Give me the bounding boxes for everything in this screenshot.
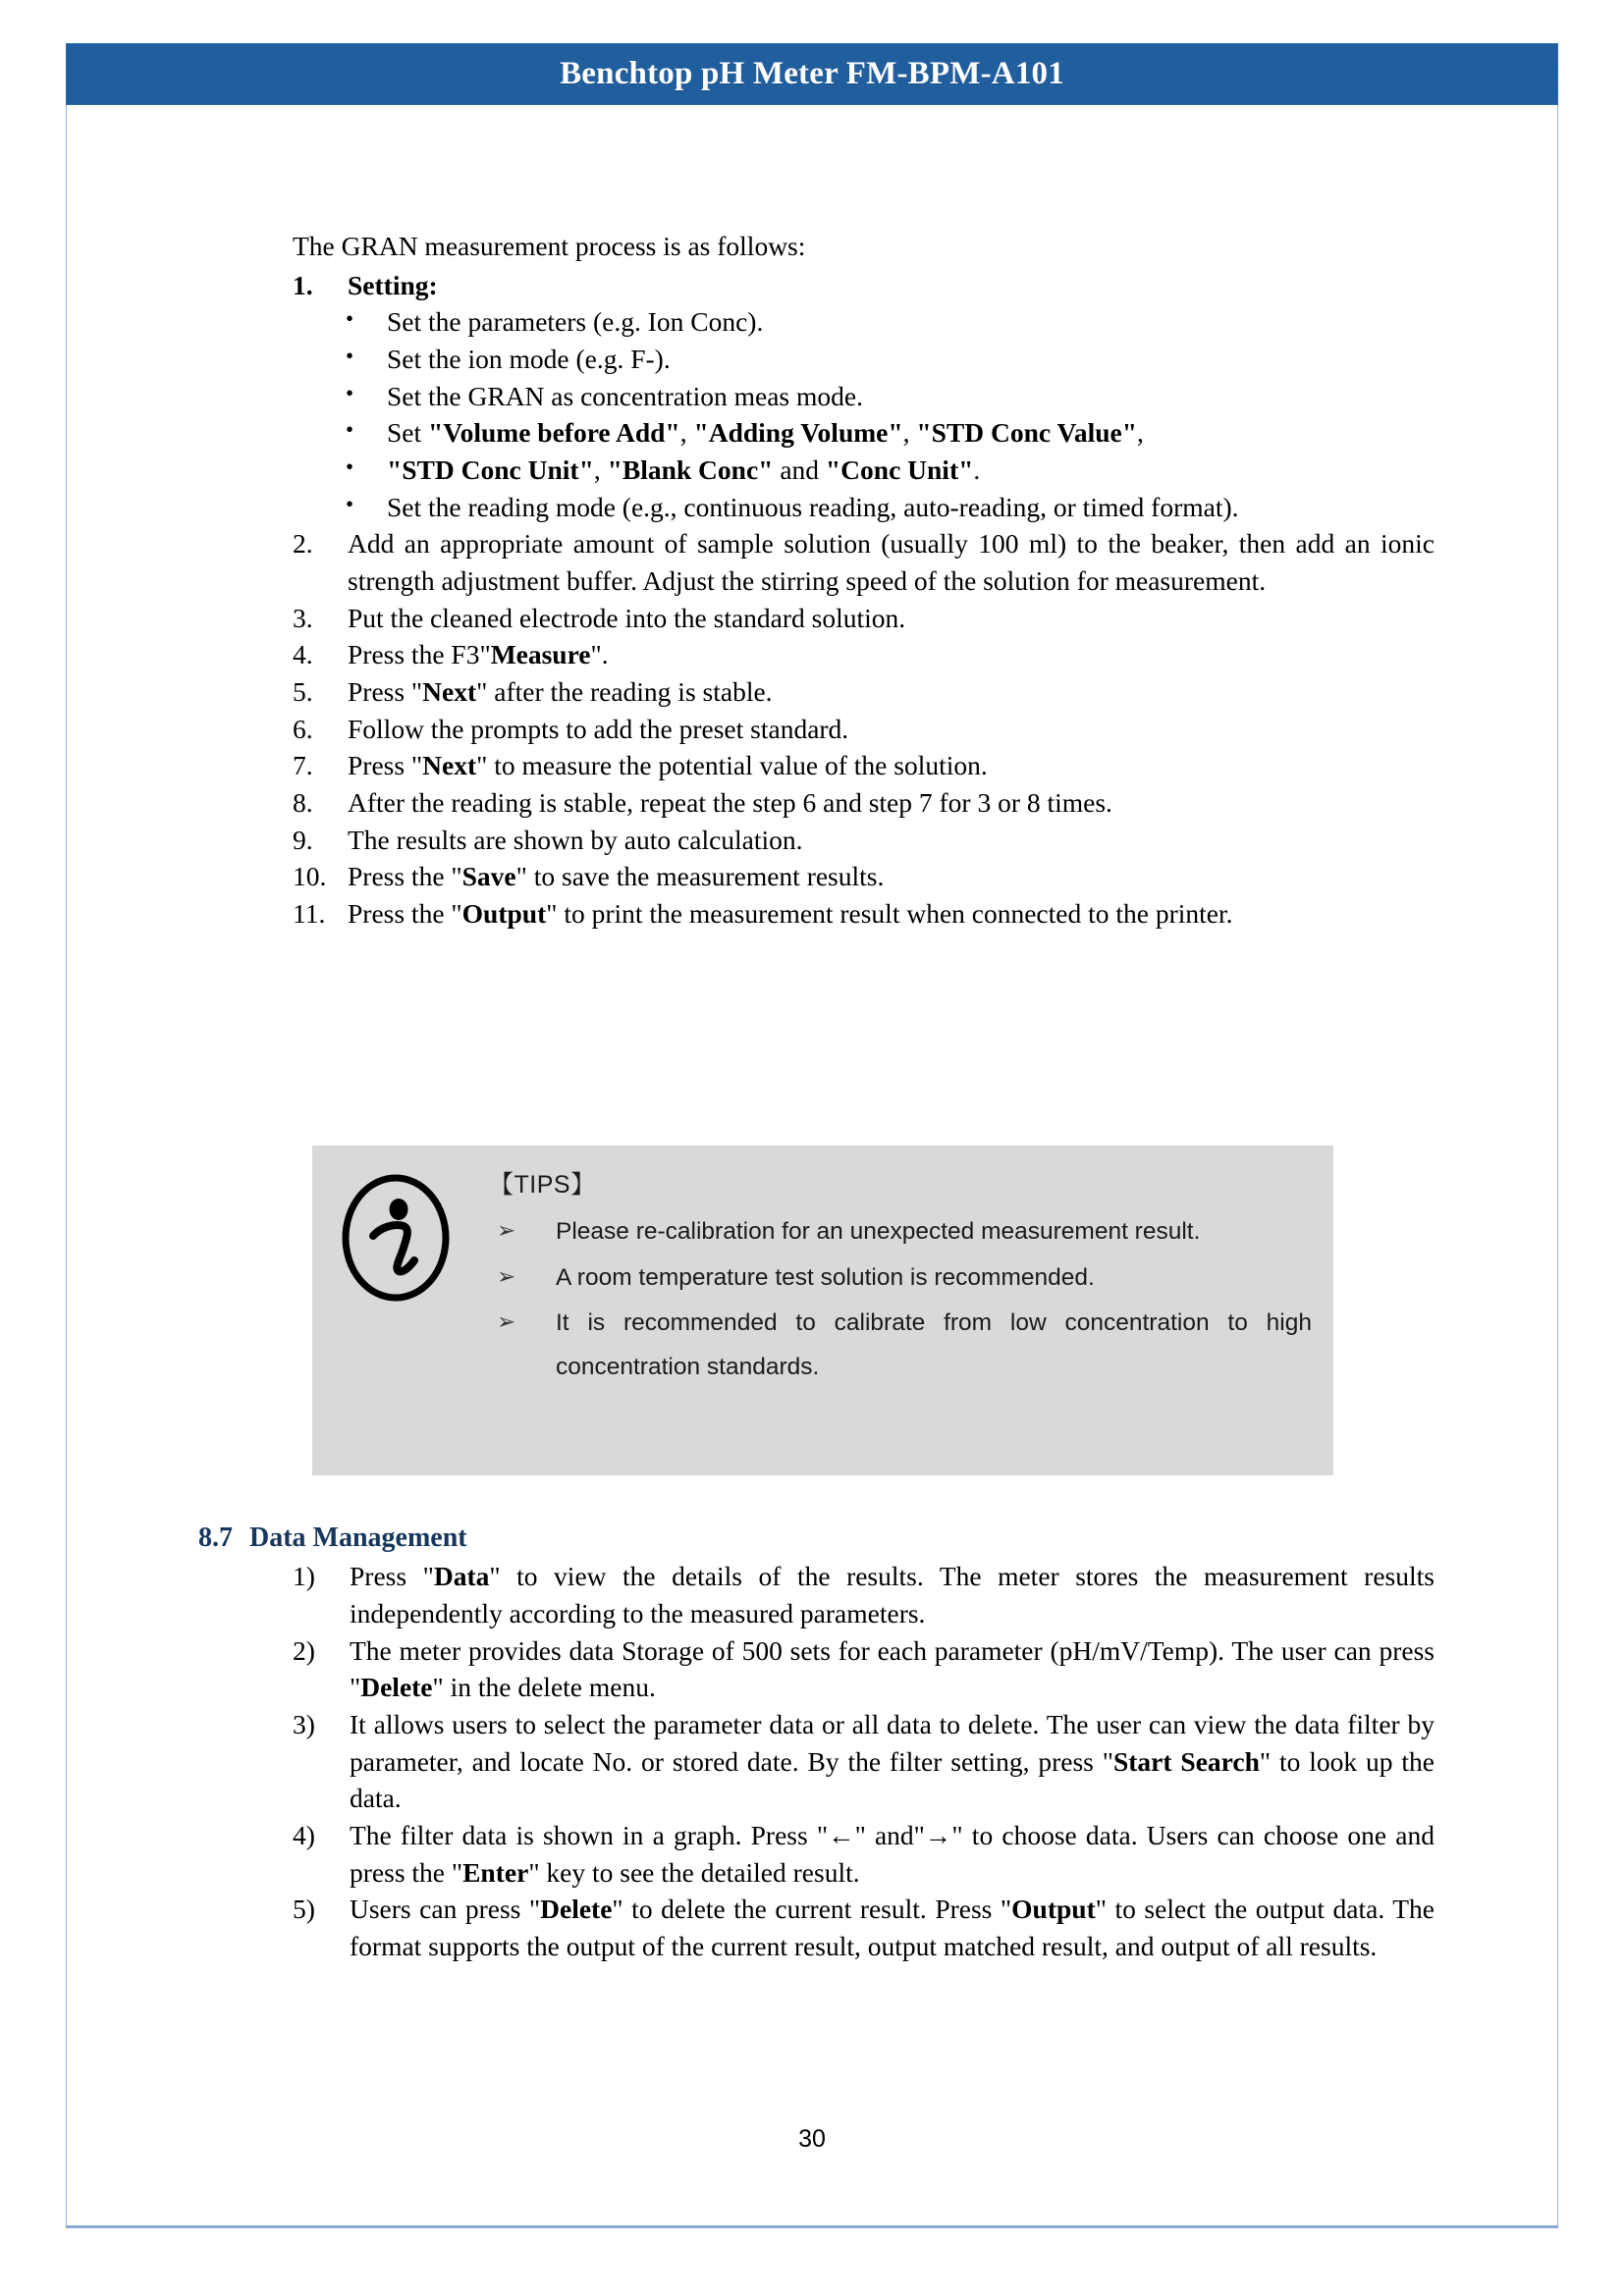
step-item-3: [293, 600, 1435, 637]
list-item: [336, 378, 1435, 415]
bullet-icon: •: [346, 491, 354, 516]
item-text: Press "Data" to view the details of the results. The meter stores the measurement results independently according to the measured parameters.: [350, 1561, 1435, 1629]
step-text: The results are shown by auto calculation.: [348, 824, 803, 855]
step-text: Press "Next" to measure the potential value of the solution.: [348, 750, 988, 781]
list-item: [336, 414, 1435, 452]
bullet-text: Set the parameters (e.g. Ion Conc).: [387, 306, 764, 338]
step-number: 11.: [293, 898, 326, 930]
tips-item-text: A room temperature test solution is recommended.: [556, 1263, 1095, 1291]
tips-item-text: Please re-calibration for an unexpected measurement result.: [556, 1218, 1201, 1245]
section-heading: [198, 1520, 1435, 1557]
step-number: 6.: [293, 713, 313, 744]
bullet-text: "STD Conc Unit", "Blank Conc" and "Conc Unit".: [387, 454, 981, 486]
data-management-list: [198, 1558, 1435, 1964]
document-header: [66, 43, 1558, 105]
item-text: The filter data is shown in a graph. Press "←" and"→" to choose data. Users can choose one and press the "Enter" key to see the detailed result.: [350, 1820, 1435, 1888]
gran-steps-list: [293, 267, 1435, 933]
step-number: 7.: [293, 750, 313, 781]
tips-items-list: [489, 1210, 1312, 1389]
intro-line: The GRAN measurement process is as follows:: [293, 231, 806, 261]
step-number: 9.: [293, 824, 313, 855]
section-data-management: [198, 1520, 1435, 1965]
item-number: 1): [293, 1561, 315, 1592]
step-item-9: [293, 822, 1435, 859]
list-item: [293, 1817, 1435, 1891]
list-item: [336, 489, 1435, 526]
step-text: Add an appropriate amount of sample solution (usually 100 ml) to the beaker, then add an ionic strength adjustment buffer. Adjust the stirring speed of the solution for measurement.: [348, 528, 1435, 597]
tips-content: [489, 1165, 1312, 1391]
step-number: 8.: [293, 787, 313, 819]
list-item: [293, 1632, 1435, 1706]
arrow-bullet-icon: ➢: [497, 1217, 516, 1243]
item-number: 3): [293, 1709, 315, 1740]
item-text: It allows users to select the parameter data or all data to delete. The user can view the data filter by parameter, and locate No. or stored date. By the filter setting, press "Start Search" to look up the data.: [350, 1709, 1435, 1814]
step-item-8: [293, 784, 1435, 822]
arrow-bullet-icon: ➢: [497, 1308, 516, 1335]
step-item-7: [293, 747, 1435, 784]
item-text: Users can press "Delete" to delete the current result. Press "Output" to select the output data. The format supports the output of the current result, output matched result, and output of all results.: [350, 1894, 1435, 1962]
bullet-text: Set the reading mode (e.g., continuous reading, auto-reading, or timed format).: [387, 491, 1239, 522]
step-text: Put the cleaned electrode into the standard solution.: [348, 602, 906, 633]
step-item-4: [293, 636, 1435, 673]
bullet-icon: •: [346, 306, 354, 332]
step-number: 5.: [293, 676, 313, 708]
item-number: 5): [293, 1894, 315, 1925]
list-item: [336, 303, 1435, 341]
step-number: 3.: [293, 602, 313, 633]
arrow-bullet-icon: ➢: [497, 1262, 516, 1289]
tips-callout-box: [312, 1146, 1333, 1475]
step-text: Press the "Output" to print the measurement result when connected to the printer.: [348, 898, 1233, 930]
bullet-text: Set the ion mode (e.g. F-).: [387, 344, 671, 375]
step-item-10: [293, 858, 1435, 895]
step-number: 10.: [293, 861, 327, 892]
step-number: 4.: [293, 639, 313, 670]
step-item-1: [293, 267, 1435, 304]
item-number: 4): [293, 1820, 315, 1851]
section-title: Data Management: [249, 1522, 467, 1553]
item-number: 2): [293, 1634, 315, 1666]
item-text: The meter provides data Storage of 500 sets for each parameter (pH/mV/Temp). The user can press "Delete" in the delete menu.: [350, 1634, 1435, 1703]
info-icon: [338, 1173, 454, 1303]
step-text: Press "Next" after the reading is stable.: [348, 676, 773, 708]
list-item: [336, 341, 1435, 378]
bullet-text: Set "Volume before Add", "Adding Volume", "STD Conc Value",: [387, 417, 1144, 449]
list-item: [489, 1302, 1312, 1389]
tips-label: 【TIPS】: [489, 1171, 596, 1199]
setting-bullet-list: [293, 303, 1435, 525]
step-item-6: [293, 711, 1435, 748]
bullet-icon: •: [346, 344, 354, 369]
step-text: Press the "Save" to save the measurement results.: [348, 861, 885, 892]
step-number: 1.: [293, 269, 313, 300]
step-item-2: [293, 525, 1435, 599]
bullet-text: Set the GRAN as concentration meas mode.: [387, 380, 863, 411]
step-text: Follow the prompts to add the preset standard.: [348, 713, 849, 744]
bullet-icon: •: [346, 380, 354, 405]
list-item: [489, 1210, 1312, 1255]
bullet-icon: •: [346, 454, 354, 480]
page-title: Benchtop pH Meter FM-BPM-A101: [560, 56, 1064, 91]
main-content: [293, 228, 1435, 933]
step-text: Press the F3"Measure".: [348, 639, 609, 670]
bullet-icon: •: [346, 417, 354, 443]
page-number: 30: [798, 2125, 826, 2153]
list-item: [293, 1891, 1435, 1964]
step-text: After the reading is stable, repeat the step 6 and step 7 for 3 or 8 times.: [348, 787, 1112, 819]
step-item-5: [293, 673, 1435, 711]
list-item: [489, 1256, 1312, 1301]
step-number: 2.: [293, 528, 313, 560]
list-item: [336, 452, 1435, 489]
list-item: [293, 1558, 1435, 1631]
list-item: [293, 1706, 1435, 1817]
step-label: Setting:: [348, 269, 438, 300]
tips-item-text: It is recommended to calibrate from low concentration to high concentration standards.: [556, 1309, 1312, 1380]
step-item-11: [293, 895, 1435, 933]
section-number: 8.7: [198, 1522, 233, 1553]
